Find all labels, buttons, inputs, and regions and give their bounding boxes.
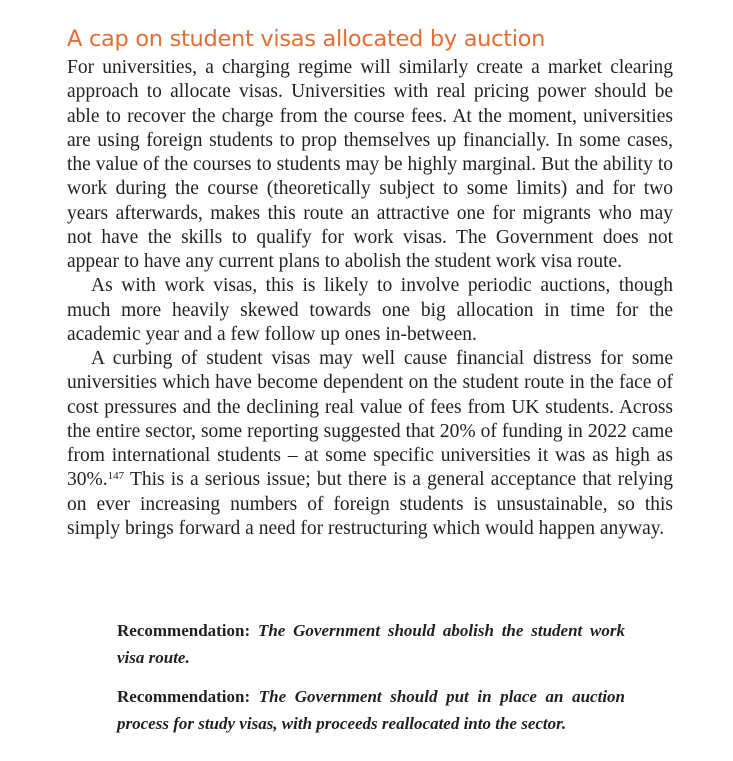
recommendation-text: The Government should abolish the student work visa route. — [117, 621, 626, 667]
recommendation-text: The Government should put in place an auction process for study visas, with proceeds reallocated into the sector. — [117, 687, 626, 733]
footnote-reference[interactable]: 147 — [107, 470, 125, 483]
body-paragraph: For universities, a charging regime will similarly create a market clearing approach to allocate visas. Universities with real pricing power should be able to recover the charge from the course fees. At the moment, universities are using foreign students to prop themselves up financially. In some cases, the value of the courses to students may be highly marginal. But the ability to work during the course (theoretically subject to some limits) and for two years afterwards, makes this route an attractive one for migrants who may not have the skills to qualify for work visas. The Government does not appear to have any current plans to abolish the student work visa route. — [67, 57, 673, 272]
body-paragraph — [67, 347, 673, 541]
recommendation — [117, 683, 625, 737]
section-heading: A cap on student visas allocated by auction — [67, 26, 546, 52]
paragraph-text: This is a serious issue; but there is a general acceptance that relying on ever increasing numbers of foreign students is unsustainable, so this simply brings forward a need for restructuring which would happen anyway. — [67, 469, 673, 539]
body-text — [67, 56, 673, 541]
body-paragraph: As with work visas, this is likely to involve periodic auctions, though much more heavily skewed towards one big allocation in time for the academic year and a few follow up ones in-between. — [67, 275, 673, 345]
recommendation-label: Recommendation: — [117, 621, 251, 640]
recommendation-label: Recommendation: — [117, 687, 251, 706]
recommendation — [117, 617, 625, 671]
paragraph-text: A curbing of student visas may well cause financial distress for some universities which have become dependent on the student route in the face of cost pressures and the declining real value of fees from UK students. Across the entire sector, some reporting suggested that 20% of funding in 2022 came from international students – at some specific universities it was as high as 30%. — [67, 348, 673, 491]
